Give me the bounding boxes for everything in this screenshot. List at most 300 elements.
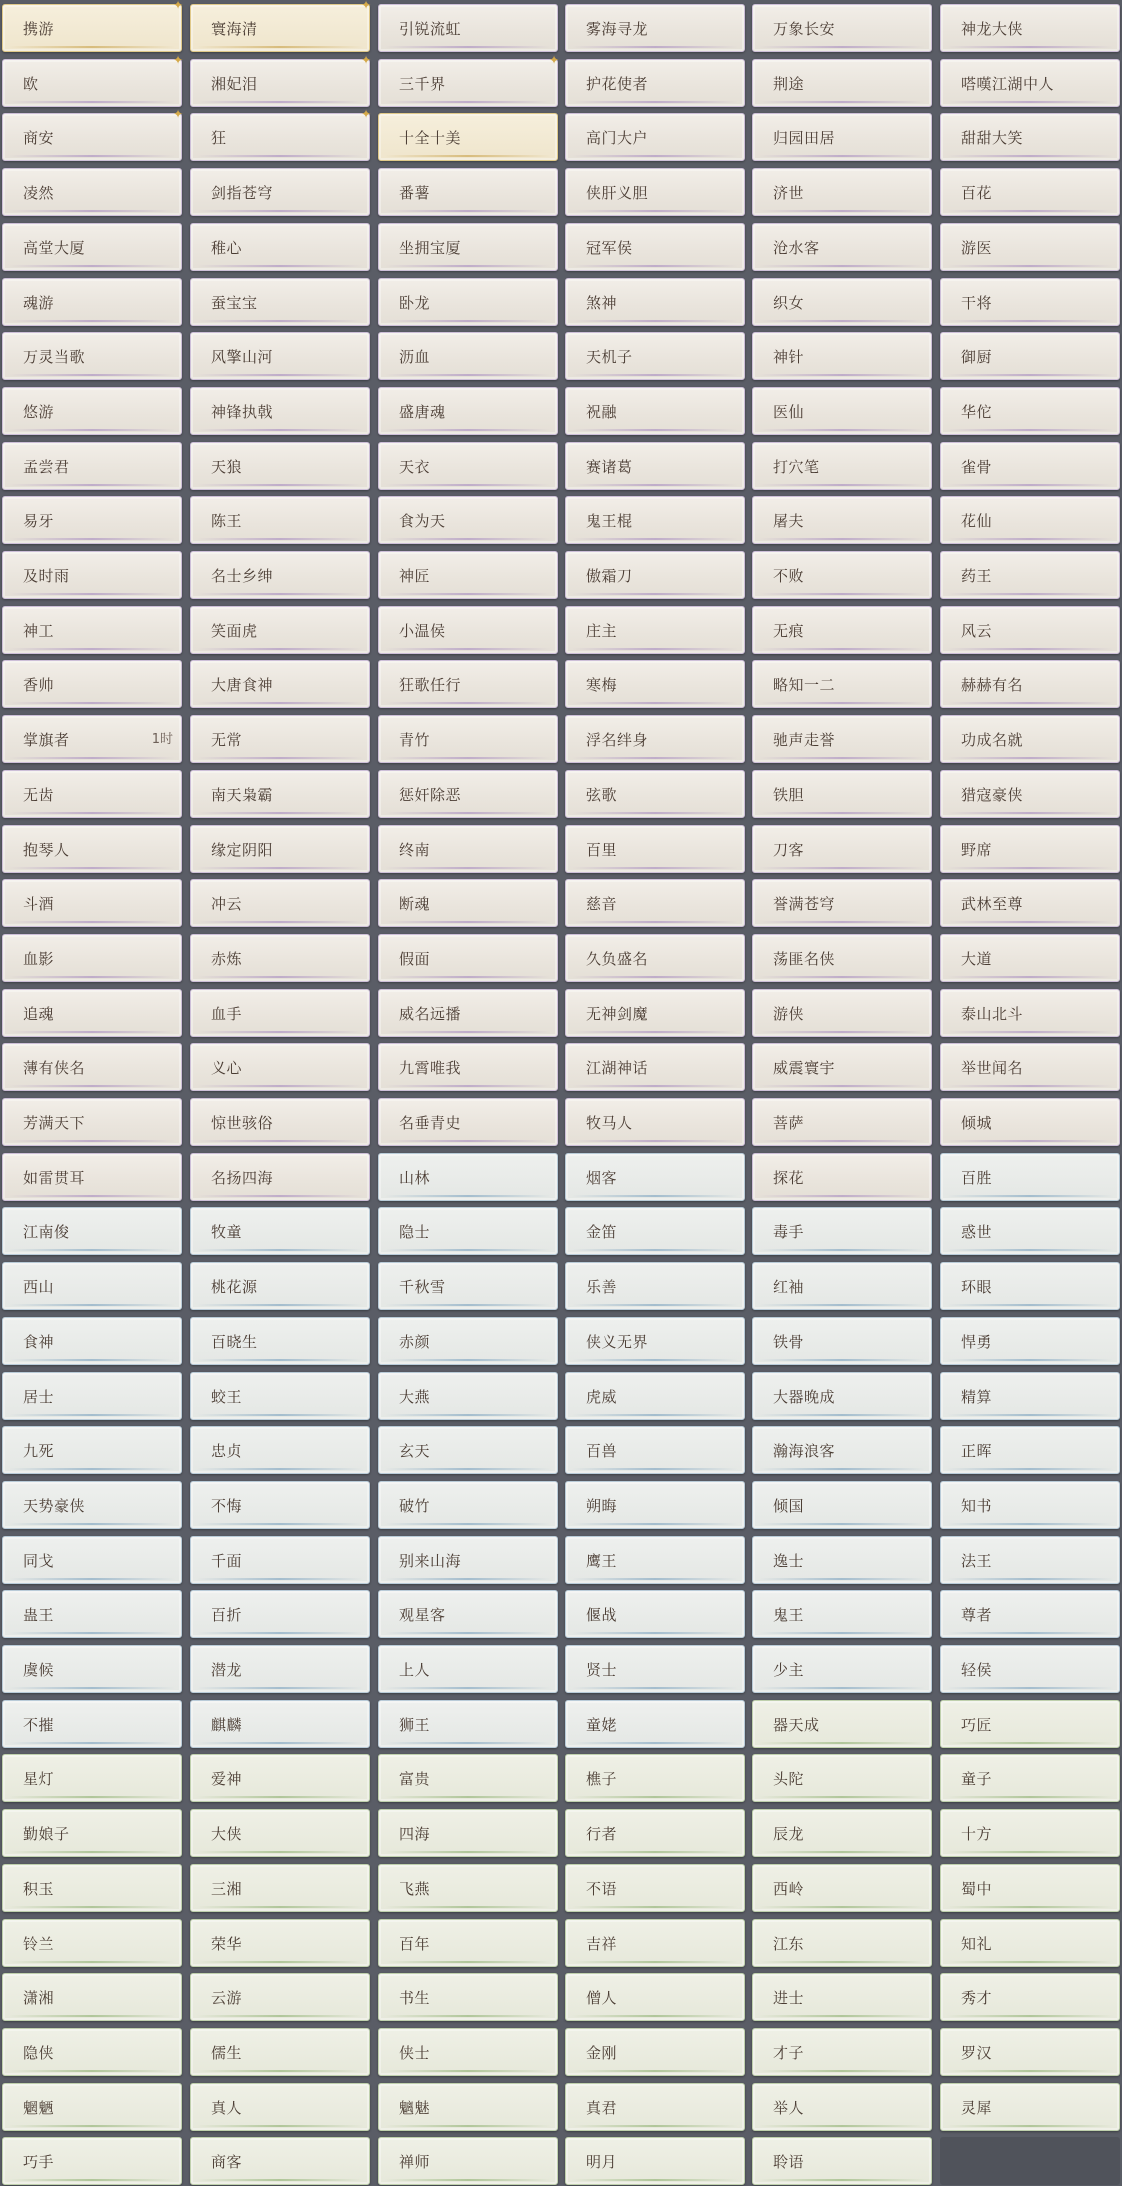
title-cell[interactable] bbox=[378, 1098, 558, 1146]
title-cell[interactable] bbox=[190, 770, 370, 818]
title-cell[interactable] bbox=[190, 989, 370, 1037]
title-cell[interactable] bbox=[378, 223, 558, 271]
title-cell[interactable] bbox=[940, 1207, 1120, 1255]
title-cell[interactable] bbox=[940, 1043, 1120, 1091]
title-label: 追魂 bbox=[23, 1005, 55, 1023]
title-cell[interactable] bbox=[190, 1372, 370, 1420]
title-cell[interactable] bbox=[565, 1481, 745, 1529]
title-label: 游医 bbox=[961, 239, 993, 257]
title-cell[interactable] bbox=[940, 59, 1120, 107]
title-label: 罗汉 bbox=[961, 2044, 993, 2062]
title-cell[interactable] bbox=[378, 551, 558, 599]
title-cell[interactable] bbox=[378, 660, 558, 708]
corner-star-icon: ✦ bbox=[361, 53, 372, 67]
title-cell[interactable] bbox=[940, 825, 1120, 873]
title-cell[interactable] bbox=[752, 1973, 932, 2021]
title-cell[interactable] bbox=[378, 1043, 558, 1091]
title-cell[interactable] bbox=[940, 1481, 1120, 1529]
title-cell[interactable] bbox=[752, 1153, 932, 1201]
title-cell[interactable] bbox=[565, 1098, 745, 1146]
title-cell[interactable] bbox=[752, 442, 932, 490]
title-cell[interactable] bbox=[378, 113, 558, 161]
title-label: 缘定阴阳 bbox=[211, 841, 274, 859]
title-cell[interactable] bbox=[190, 606, 370, 654]
title-label: 天势豪侠 bbox=[23, 1497, 86, 1515]
title-label: 鬼王 bbox=[773, 1606, 805, 1624]
title-cell[interactable] bbox=[565, 551, 745, 599]
title-label: 打穴笔 bbox=[773, 458, 820, 476]
title-cell[interactable] bbox=[565, 715, 745, 763]
title-cell[interactable] bbox=[378, 1973, 558, 2021]
title-cell[interactable] bbox=[940, 770, 1120, 818]
title-cell[interactable] bbox=[752, 1809, 932, 1857]
title-cell[interactable] bbox=[565, 387, 745, 435]
title-label: 破竹 bbox=[399, 1497, 431, 1515]
title-cell[interactable] bbox=[752, 1590, 932, 1638]
title-cell[interactable] bbox=[378, 1809, 558, 1857]
title-cell[interactable] bbox=[752, 1372, 932, 1420]
title-label: 千秋雪 bbox=[399, 1278, 446, 1296]
title-label: 赤炼 bbox=[211, 950, 243, 968]
title-cell[interactable] bbox=[190, 879, 370, 927]
title-cell[interactable] bbox=[752, 1481, 932, 1529]
title-cell[interactable] bbox=[940, 2083, 1120, 2131]
title-cell[interactable] bbox=[565, 1153, 745, 1201]
title-cell[interactable] bbox=[378, 1754, 558, 1802]
title-cell[interactable] bbox=[940, 168, 1120, 216]
title-cell[interactable] bbox=[190, 1973, 370, 2021]
title-cell[interactable] bbox=[940, 715, 1120, 763]
title-cell[interactable] bbox=[752, 1700, 932, 1748]
title-cell[interactable] bbox=[565, 113, 745, 161]
title-cell[interactable] bbox=[190, 1590, 370, 1638]
title-cell[interactable] bbox=[940, 989, 1120, 1037]
title-cell[interactable] bbox=[752, 1864, 932, 1912]
title-label: 名士乡绅 bbox=[211, 567, 274, 585]
title-cell[interactable] bbox=[378, 278, 558, 326]
title-label: 归园田居 bbox=[773, 129, 836, 147]
title-cell[interactable] bbox=[378, 1317, 558, 1365]
title-label: 百胜 bbox=[961, 1169, 993, 1187]
title-cell[interactable] bbox=[378, 1864, 558, 1912]
title-cell[interactable] bbox=[2, 332, 182, 380]
title-cell[interactable] bbox=[565, 1809, 745, 1857]
title-cell[interactable] bbox=[940, 332, 1120, 380]
title-cell[interactable] bbox=[378, 496, 558, 544]
title-cell[interactable] bbox=[565, 168, 745, 216]
title-cell[interactable] bbox=[378, 53, 560, 107]
title-cell[interactable] bbox=[565, 1864, 745, 1912]
title-cell[interactable] bbox=[378, 715, 558, 763]
title-cell[interactable] bbox=[2, 1317, 182, 1365]
title-cell[interactable] bbox=[378, 1207, 558, 1255]
title-cell[interactable] bbox=[2, 2028, 182, 2076]
title-cell[interactable] bbox=[940, 113, 1120, 161]
title-cell[interactable] bbox=[2, 1153, 182, 1201]
title-label: 鹰王 bbox=[586, 1552, 618, 1570]
title-cell[interactable] bbox=[752, 606, 932, 654]
title-cell[interactable] bbox=[190, 1481, 370, 1529]
title-label: 四海 bbox=[399, 1825, 431, 1843]
title-label: 无神剑魔 bbox=[586, 1005, 649, 1023]
title-label: 香帅 bbox=[23, 676, 55, 694]
title-label: 抱琴人 bbox=[23, 841, 70, 859]
title-cell[interactable] bbox=[940, 1098, 1120, 1146]
title-cell[interactable] bbox=[752, 989, 932, 1037]
title-cell[interactable] bbox=[2, 715, 182, 763]
title-cell[interactable] bbox=[565, 2083, 745, 2131]
title-label: 凌然 bbox=[23, 184, 55, 202]
title-cell[interactable] bbox=[940, 1809, 1120, 1857]
title-cell[interactable] bbox=[378, 2137, 558, 2185]
title-label: 江湖神话 bbox=[586, 1059, 649, 1077]
title-label: 孟尝君 bbox=[23, 458, 70, 476]
title-cell[interactable] bbox=[2, 223, 182, 271]
title-cell[interactable] bbox=[752, 660, 932, 708]
title-label: 虎威 bbox=[586, 1388, 618, 1406]
title-label: 不摧 bbox=[23, 1716, 55, 1734]
title-label: 瀚海浪客 bbox=[773, 1442, 836, 1460]
corner-star-icon: ✦ bbox=[549, 53, 560, 67]
title-cell[interactable] bbox=[2, 53, 184, 107]
title-cell[interactable] bbox=[565, 1645, 745, 1693]
title-cell[interactable] bbox=[190, 387, 370, 435]
title-label: 僧人 bbox=[586, 1989, 618, 2007]
title-cell[interactable] bbox=[2, 1098, 182, 1146]
title-cell[interactable] bbox=[378, 168, 558, 216]
title-cell[interactable] bbox=[378, 1700, 558, 1748]
title-cell[interactable] bbox=[752, 1536, 932, 1584]
title-cell[interactable] bbox=[565, 4, 745, 52]
title-cell[interactable] bbox=[752, 1426, 932, 1474]
title-cell[interactable] bbox=[2, 1481, 182, 1529]
title-cell[interactable] bbox=[378, 1590, 558, 1638]
title-cell[interactable] bbox=[190, 715, 370, 763]
title-cell[interactable] bbox=[190, 1754, 370, 1802]
title-cell[interactable] bbox=[190, 1043, 370, 1091]
title-cell[interactable] bbox=[940, 1153, 1120, 1201]
title-cell[interactable] bbox=[2, 1645, 182, 1693]
title-cell[interactable] bbox=[190, 1536, 370, 1584]
title-label: 爱神 bbox=[211, 1770, 243, 1788]
title-cell[interactable] bbox=[378, 1919, 558, 1967]
title-cell[interactable] bbox=[752, 551, 932, 599]
title-cell[interactable] bbox=[940, 1317, 1120, 1365]
title-cell[interactable] bbox=[2, 1590, 182, 1638]
title-cell[interactable] bbox=[940, 278, 1120, 326]
title-cell[interactable] bbox=[565, 1372, 745, 1420]
title-cell[interactable] bbox=[190, 551, 370, 599]
title-cell[interactable] bbox=[378, 934, 558, 982]
title-label: 知礼 bbox=[961, 1935, 993, 1953]
title-cell[interactable] bbox=[2, 825, 182, 873]
title-label: 华佗 bbox=[961, 403, 993, 421]
title-cell[interactable] bbox=[940, 1754, 1120, 1802]
title-cell[interactable] bbox=[565, 825, 745, 873]
title-cell[interactable] bbox=[378, 1645, 558, 1693]
title-cell[interactable] bbox=[190, 2137, 370, 2185]
title-cell[interactable] bbox=[752, 113, 932, 161]
title-label: 小温侯 bbox=[399, 622, 446, 640]
title-cell[interactable] bbox=[378, 1481, 558, 1529]
title-cell[interactable] bbox=[2, 879, 182, 927]
title-cell[interactable] bbox=[752, 2028, 932, 2076]
title-cell[interactable] bbox=[2, 1262, 182, 1310]
title-cell[interactable] bbox=[2, 551, 182, 599]
title-cell[interactable] bbox=[2, 0, 184, 52]
title-cell[interactable] bbox=[2, 606, 182, 654]
title-cell[interactable] bbox=[190, 53, 372, 107]
title-cell[interactable] bbox=[2, 1536, 182, 1584]
title-label: 魑魅 bbox=[399, 2099, 431, 2117]
title-cell[interactable] bbox=[378, 1536, 558, 1584]
title-cell[interactable] bbox=[2, 1754, 182, 1802]
title-cell[interactable] bbox=[940, 1700, 1120, 1748]
title-cell[interactable] bbox=[940, 1919, 1120, 1967]
title-cell[interactable] bbox=[940, 223, 1120, 271]
title-label: 铁骨 bbox=[773, 1333, 805, 1351]
title-cell[interactable] bbox=[940, 442, 1120, 490]
title-cell[interactable] bbox=[565, 606, 745, 654]
title-cell[interactable] bbox=[940, 387, 1120, 435]
title-cell[interactable] bbox=[565, 1700, 745, 1748]
title-cell[interactable] bbox=[565, 1426, 745, 1474]
title-cell[interactable] bbox=[752, 1043, 932, 1091]
title-cell[interactable] bbox=[752, 879, 932, 927]
title-cell[interactable] bbox=[752, 1098, 932, 1146]
title-label: 携游 bbox=[23, 20, 55, 38]
title-cell[interactable] bbox=[190, 2083, 370, 2131]
title-cell[interactable] bbox=[940, 2028, 1120, 2076]
title-cell[interactable] bbox=[940, 4, 1120, 52]
title-cell[interactable] bbox=[190, 496, 370, 544]
title-cell[interactable] bbox=[378, 879, 558, 927]
title-cell[interactable] bbox=[2, 1372, 182, 1420]
title-cell[interactable] bbox=[190, 1700, 370, 1748]
title-cell[interactable] bbox=[940, 1645, 1120, 1693]
title-label: 禅师 bbox=[399, 2153, 431, 2171]
title-cell[interactable] bbox=[565, 1207, 745, 1255]
title-cell[interactable] bbox=[565, 660, 745, 708]
title-cell[interactable] bbox=[940, 496, 1120, 544]
title-cell[interactable] bbox=[565, 934, 745, 982]
title-cell[interactable] bbox=[565, 1043, 745, 1091]
title-cell[interactable] bbox=[565, 2137, 745, 2185]
title-cell[interactable] bbox=[565, 1973, 745, 2021]
title-label: 无齿 bbox=[23, 786, 55, 804]
title-label: 煞神 bbox=[586, 294, 618, 312]
title-cell[interactable] bbox=[752, 770, 932, 818]
title-cell[interactable] bbox=[2, 1700, 182, 1748]
title-cell[interactable] bbox=[940, 1864, 1120, 1912]
title-cell[interactable] bbox=[565, 223, 745, 271]
title-cell[interactable] bbox=[565, 1536, 745, 1584]
title-cell[interactable] bbox=[752, 1754, 932, 1802]
title-cell[interactable] bbox=[378, 2028, 558, 2076]
title-cell[interactable] bbox=[190, 1317, 370, 1365]
title-cell[interactable] bbox=[378, 332, 558, 380]
title-cell[interactable] bbox=[565, 1590, 745, 1638]
title-cell[interactable] bbox=[752, 223, 932, 271]
title-cell[interactable] bbox=[565, 442, 745, 490]
title-cell[interactable] bbox=[565, 1754, 745, 1802]
title-cell[interactable] bbox=[2, 1919, 182, 1967]
title-cell[interactable] bbox=[2, 1207, 182, 1255]
title-label: 蛟王 bbox=[211, 1388, 243, 1406]
title-cell[interactable] bbox=[565, 59, 745, 107]
title-cell[interactable] bbox=[190, 660, 370, 708]
title-cell[interactable] bbox=[190, 1153, 370, 1201]
title-cell[interactable] bbox=[190, 1426, 370, 1474]
title-cell[interactable] bbox=[752, 168, 932, 216]
title-label: 略知一二 bbox=[773, 676, 836, 694]
title-cell[interactable] bbox=[752, 332, 932, 380]
title-label: 同戈 bbox=[23, 1552, 55, 1570]
title-cell[interactable] bbox=[752, 1262, 932, 1310]
title-cell[interactable] bbox=[190, 2028, 370, 2076]
title-cell[interactable] bbox=[190, 278, 370, 326]
title-cell[interactable] bbox=[190, 107, 372, 161]
title-cell[interactable] bbox=[940, 1590, 1120, 1638]
title-cell[interactable] bbox=[378, 825, 558, 873]
title-cell[interactable] bbox=[378, 989, 558, 1037]
corner-star-icon: ✦ bbox=[173, 53, 184, 67]
title-cell[interactable] bbox=[940, 934, 1120, 982]
title-label: 驰声走誉 bbox=[773, 731, 836, 749]
title-cell[interactable] bbox=[565, 1317, 745, 1365]
title-cell[interactable] bbox=[378, 606, 558, 654]
title-label: 百晓生 bbox=[211, 1333, 258, 1351]
title-cell[interactable] bbox=[378, 1372, 558, 1420]
title-cell[interactable] bbox=[190, 1645, 370, 1693]
title-cell[interactable] bbox=[940, 1426, 1120, 1474]
title-cell[interactable] bbox=[190, 442, 370, 490]
title-cell[interactable] bbox=[752, 934, 932, 982]
title-cell[interactable] bbox=[378, 770, 558, 818]
title-cell[interactable] bbox=[565, 496, 745, 544]
title-cell[interactable] bbox=[2, 1043, 182, 1091]
title-cell[interactable] bbox=[752, 1919, 932, 1967]
title-cell[interactable] bbox=[2, 770, 182, 818]
title-cell[interactable] bbox=[2, 934, 182, 982]
title-cell[interactable] bbox=[940, 551, 1120, 599]
title-label: 赛诸葛 bbox=[586, 458, 633, 476]
title-cell[interactable] bbox=[565, 278, 745, 326]
title-cell[interactable] bbox=[190, 0, 372, 52]
title-cell[interactable] bbox=[565, 1262, 745, 1310]
title-cell[interactable] bbox=[2, 442, 182, 490]
title-cell[interactable] bbox=[2, 1809, 182, 1857]
title-cell[interactable] bbox=[940, 1262, 1120, 1310]
title-label: 卧龙 bbox=[399, 294, 431, 312]
title-cell[interactable] bbox=[2, 1864, 182, 1912]
title-cell[interactable] bbox=[940, 879, 1120, 927]
title-cell[interactable] bbox=[190, 1809, 370, 1857]
title-label: 百花 bbox=[961, 184, 993, 202]
title-label: 雀骨 bbox=[961, 458, 993, 476]
title-cell[interactable] bbox=[378, 1262, 558, 1310]
title-cell[interactable] bbox=[378, 442, 558, 490]
title-cell[interactable] bbox=[565, 332, 745, 380]
title-cell[interactable] bbox=[565, 989, 745, 1037]
title-cell[interactable] bbox=[2, 660, 182, 708]
title-label: 儒生 bbox=[211, 2044, 243, 2062]
title-cell[interactable] bbox=[940, 660, 1120, 708]
title-cell[interactable] bbox=[752, 387, 932, 435]
title-cell[interactable] bbox=[190, 934, 370, 982]
title-label: 西山 bbox=[23, 1278, 55, 1296]
title-cell[interactable] bbox=[752, 59, 932, 107]
title-label: 万象长安 bbox=[773, 20, 836, 38]
title-cell[interactable] bbox=[2, 278, 182, 326]
title-cell[interactable] bbox=[565, 1919, 745, 1967]
title-cell[interactable] bbox=[2, 989, 182, 1037]
title-cell[interactable] bbox=[752, 4, 932, 52]
title-label: 高堂大厦 bbox=[23, 239, 86, 257]
title-cell[interactable] bbox=[190, 1864, 370, 1912]
title-cell[interactable] bbox=[190, 825, 370, 873]
title-cell[interactable] bbox=[752, 1317, 932, 1365]
title-cell[interactable] bbox=[190, 168, 370, 216]
title-cell[interactable] bbox=[752, 2137, 932, 2185]
title-cell[interactable] bbox=[752, 278, 932, 326]
title-cell[interactable] bbox=[565, 770, 745, 818]
title-cell[interactable] bbox=[378, 387, 558, 435]
title-cell[interactable] bbox=[752, 1645, 932, 1693]
title-cell[interactable] bbox=[190, 332, 370, 380]
title-cell[interactable] bbox=[2, 2137, 182, 2185]
title-cell[interactable] bbox=[2, 387, 182, 435]
title-cell[interactable] bbox=[940, 606, 1120, 654]
title-cell[interactable] bbox=[2, 1426, 182, 1474]
title-label: 百折 bbox=[211, 1606, 243, 1624]
title-label: 大侠 bbox=[211, 1825, 243, 1843]
title-cell[interactable] bbox=[2, 2083, 182, 2131]
title-cell[interactable] bbox=[190, 1262, 370, 1310]
title-cell[interactable] bbox=[565, 2028, 745, 2076]
title-cell[interactable] bbox=[190, 1207, 370, 1255]
title-cell[interactable] bbox=[2, 1973, 182, 2021]
title-cell[interactable] bbox=[378, 1426, 558, 1474]
title-cell[interactable] bbox=[940, 1536, 1120, 1584]
title-cell[interactable] bbox=[378, 4, 558, 52]
title-cell[interactable] bbox=[2, 496, 182, 544]
title-cell[interactable] bbox=[940, 1372, 1120, 1420]
title-label: 狂歌任行 bbox=[399, 676, 462, 694]
title-cell[interactable] bbox=[2, 107, 184, 161]
corner-star-icon: ✦ bbox=[361, 0, 372, 12]
title-label: 大器晚成 bbox=[773, 1388, 836, 1406]
title-cell[interactable] bbox=[565, 879, 745, 927]
title-cell[interactable] bbox=[752, 2083, 932, 2131]
title-cell[interactable] bbox=[378, 1153, 558, 1201]
title-label: 江东 bbox=[773, 1935, 805, 1953]
title-cell[interactable] bbox=[190, 1919, 370, 1967]
title-cell[interactable] bbox=[752, 825, 932, 873]
title-label: 桃花源 bbox=[211, 1278, 258, 1296]
title-label: 才子 bbox=[773, 2044, 805, 2062]
title-cell[interactable] bbox=[2, 168, 182, 216]
title-cell[interactable] bbox=[190, 1098, 370, 1146]
title-cell[interactable] bbox=[752, 1207, 932, 1255]
title-cell[interactable] bbox=[752, 715, 932, 763]
title-cell[interactable] bbox=[190, 223, 370, 271]
title-label: 逸士 bbox=[773, 1552, 805, 1570]
title-cell[interactable] bbox=[940, 1973, 1120, 2021]
title-cell[interactable] bbox=[752, 496, 932, 544]
title-cell[interactable] bbox=[378, 2083, 558, 2131]
title-label: 十方 bbox=[961, 1825, 993, 1843]
